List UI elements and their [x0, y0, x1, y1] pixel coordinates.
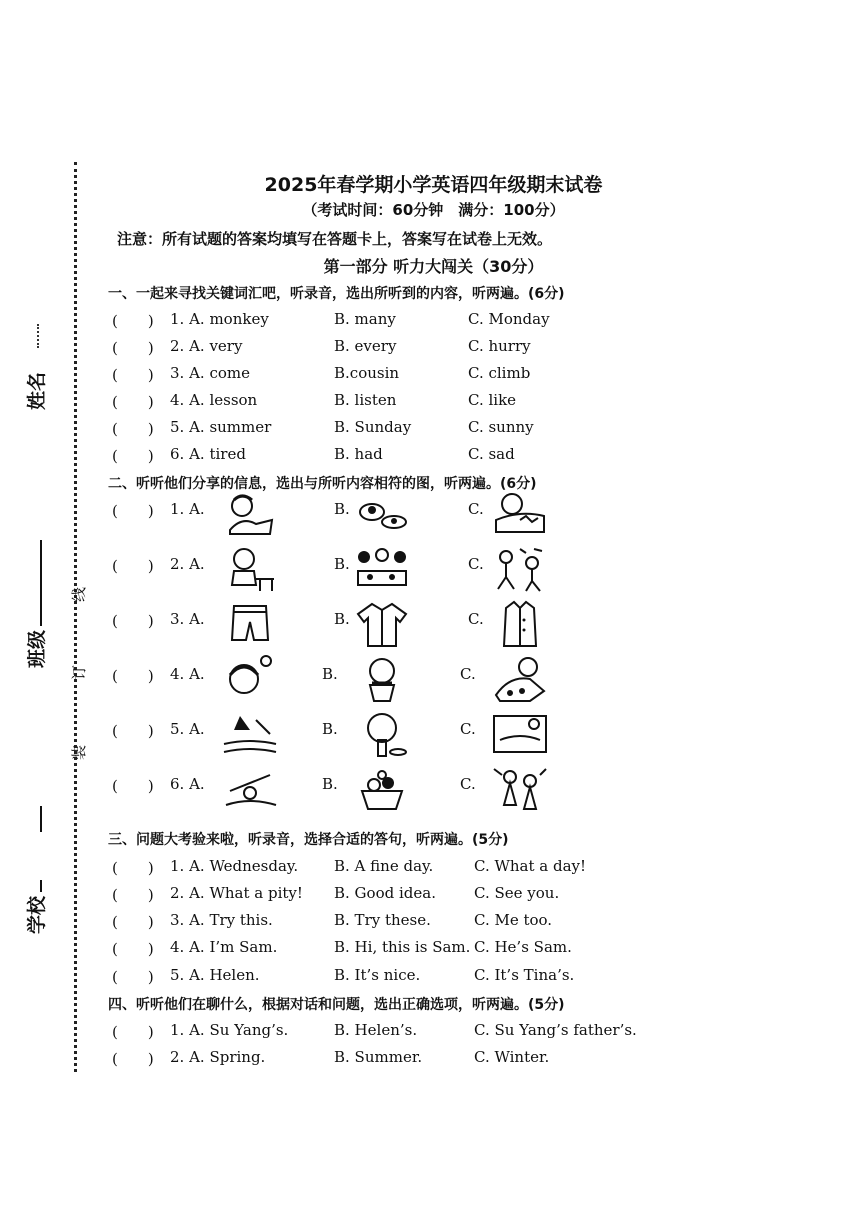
fruit-basket-picture [352, 765, 412, 813]
option-b-label: B. [334, 610, 350, 628]
answer-paren: ( ) [112, 913, 154, 931]
picture-question-row [112, 610, 572, 660]
option-c: C. What a day! [474, 857, 587, 875]
section-heading: 三、问题大考验来啦，听录音，选择合适的答句，听两遍。(5分) [108, 832, 509, 848]
picture-question-row [112, 555, 572, 605]
option-c: C. sunny [468, 418, 534, 436]
option-b-label: B. [322, 720, 338, 738]
option-b: B. every [334, 337, 397, 355]
option-a: 4. A. lesson [170, 391, 258, 409]
option-b: B. Hi, this is Sam. [334, 938, 471, 956]
exam-subtitle: （考试时间：60分钟 满分：100分） [302, 201, 565, 219]
answer-paren: ( ) [112, 339, 154, 357]
option-c: C. It’s Tina’s. [474, 966, 575, 984]
option-a: 1. A. Su Yang’s. [170, 1021, 289, 1039]
answer-paren: ( ) [112, 859, 154, 877]
answer-paren: ( ) [112, 612, 154, 630]
option-a: 1. A. Wednesday. [170, 857, 299, 875]
park-picture [490, 710, 550, 758]
option-a-label: 2. A. [170, 555, 205, 573]
option-b: B. many [334, 310, 396, 328]
boat-lake-picture [220, 710, 280, 758]
option-a: 6. A. tired [170, 445, 246, 463]
option-c-label: C. [468, 500, 484, 518]
option-c-label: C. [460, 665, 476, 683]
option-b-label: B. [322, 775, 338, 793]
binding-zhuang: 装 [70, 744, 88, 760]
option-c: C. See you. [474, 884, 560, 902]
answer-paren: ( ) [112, 1023, 154, 1041]
option-c-label: C. [468, 555, 484, 573]
question-row [112, 857, 672, 879]
answer-paren: ( ) [112, 940, 154, 958]
answer-paren: ( ) [112, 722, 154, 740]
option-b-label: B. [334, 500, 350, 518]
option-a: 5. A. Helen. [170, 966, 260, 984]
option-b: B. Try these. [334, 911, 431, 929]
question-row [112, 391, 672, 413]
section-heading: 一、一起来寻找关键词汇吧，听录音，选出所听到的内容，听两遍。(6分) [108, 286, 565, 302]
question-row [112, 364, 672, 386]
option-a-label: 6. A. [170, 775, 205, 793]
option-a-label: 4. A. [170, 665, 205, 683]
shorts-picture [220, 600, 280, 648]
question-row [112, 938, 672, 960]
baby-sleeping-picture [490, 490, 550, 538]
class-blank [40, 540, 42, 626]
option-c: C. hurry [468, 337, 531, 355]
option-b-label: B. [334, 555, 350, 573]
section-heading: 二、听听他们分享的信息，选出与所听内容相符的图，听两遍。(6分) [108, 476, 537, 492]
answer-paren: ( ) [112, 312, 154, 330]
fishing-picture [220, 765, 280, 813]
option-a: 2. A. very [170, 337, 243, 355]
shirt-picture [352, 600, 412, 648]
answer-paren: ( ) [112, 968, 154, 986]
picture-question-row [112, 500, 572, 550]
coat-picture [490, 600, 550, 648]
option-a: 3. A. Try this. [170, 911, 273, 929]
question-row [112, 1048, 672, 1070]
option-c-label: C. [460, 720, 476, 738]
option-c: C. He’s Sam. [474, 938, 572, 956]
binding-dotted-line [74, 162, 77, 1072]
girl-with-scarf-picture [352, 655, 412, 703]
class-label: 班级 [26, 629, 48, 668]
section-heading: 四、听听他们在聊什么，根据对话和问题，选出正确选项，听两遍。(5分) [108, 997, 565, 1013]
binding-xian: 线 [70, 586, 88, 602]
boy-at-desk-picture [220, 545, 280, 593]
option-a: 1. A. monkey [170, 310, 269, 328]
binding-ding: 订 [70, 664, 88, 680]
option-a: 4. A. I’m Sam. [170, 938, 278, 956]
option-a: 2. A. What a pity! [170, 884, 303, 902]
question-row [112, 911, 672, 933]
option-b: B. Summer. [334, 1048, 423, 1066]
option-b: B.cousin [334, 364, 400, 382]
picture-question-row [112, 720, 572, 770]
answer-paren: ( ) [112, 886, 154, 904]
girl-thinking-picture [220, 655, 280, 703]
school-label: 学校 [26, 895, 48, 934]
part-heading: 第一部分 听力大闯关（30分） [323, 257, 544, 276]
option-b: B. A fine day. [334, 857, 434, 875]
question-row [112, 337, 672, 359]
answer-paren: ( ) [112, 420, 154, 438]
option-c: C. Me too. [474, 911, 553, 929]
child-reading-picture [220, 490, 280, 538]
question-row [112, 1021, 672, 1043]
family-dinner-picture [352, 545, 412, 593]
answer-paren: ( ) [112, 557, 154, 575]
answer-paren: ( ) [112, 502, 154, 520]
question-row [112, 310, 672, 332]
option-a-label: 3. A. [170, 610, 205, 628]
question-row [112, 418, 672, 440]
tree-picture [352, 710, 412, 758]
option-a: 2. A. Spring. [170, 1048, 266, 1066]
option-c: C. climb [468, 364, 531, 382]
name-label: 姓名 [26, 371, 48, 410]
grade-blank [40, 806, 42, 832]
girls-outside-picture [490, 765, 550, 813]
question-row [112, 966, 672, 988]
name-blank [37, 324, 39, 348]
answer-paren: ( ) [112, 1050, 154, 1068]
option-a: 3. A. come [170, 364, 250, 382]
school-blank [40, 880, 42, 892]
food-plates-picture [352, 490, 412, 538]
option-a-label: 1. A. [170, 500, 205, 518]
answer-paren: ( ) [112, 777, 154, 795]
option-b: B. Helen’s. [334, 1021, 418, 1039]
girl-lying-picture [490, 655, 550, 703]
picture-question-row [112, 775, 572, 825]
option-c-label: C. [460, 775, 476, 793]
option-b: B. Sunday [334, 418, 412, 436]
option-b: B. Good idea. [334, 884, 436, 902]
option-b: B. It’s nice. [334, 966, 421, 984]
option-c: C. Winter. [474, 1048, 550, 1066]
exam-notice: 注意：所有试题的答案均填写在答题卡上，答案写在试卷上无效。 [117, 230, 553, 248]
option-c: C. Monday [468, 310, 550, 328]
answer-paren: ( ) [112, 366, 154, 384]
option-c-label: C. [468, 610, 484, 628]
exam-title: 2025年春学期小学英语四年级期末试卷 [264, 174, 603, 196]
option-a: 5. A. summer [170, 418, 272, 436]
answer-paren: ( ) [112, 393, 154, 411]
option-c: C. like [468, 391, 517, 409]
question-row [112, 445, 672, 467]
option-a-label: 5. A. [170, 720, 205, 738]
answer-paren: ( ) [112, 447, 154, 465]
option-b-label: B. [322, 665, 338, 683]
question-row [112, 884, 672, 906]
picture-question-row [112, 665, 572, 715]
option-c: C. Su Yang’s father’s. [474, 1021, 637, 1039]
kids-playing-picture [490, 545, 550, 593]
option-c: C. sad [468, 445, 515, 463]
answer-paren: ( ) [112, 667, 154, 685]
option-b: B. had [334, 445, 383, 463]
option-b: B. listen [334, 391, 397, 409]
